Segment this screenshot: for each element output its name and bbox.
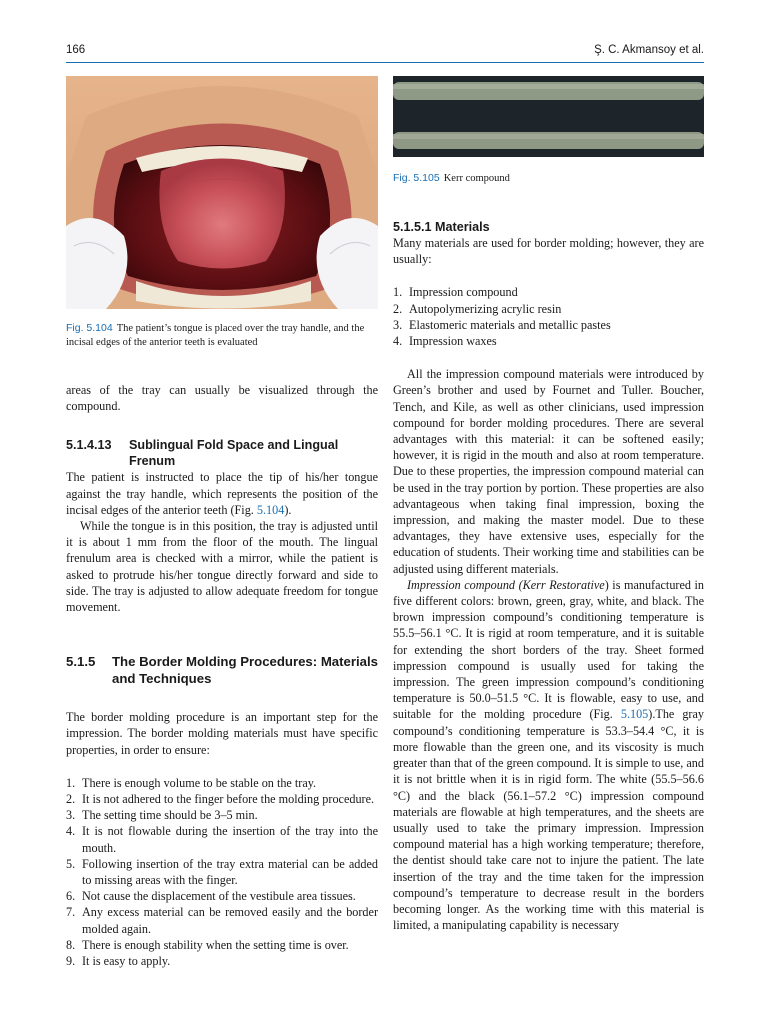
list-text: There is enough stability when the setting time is over. — [82, 937, 349, 952]
text-run: ) is manufactured in five different colors: brown, green, gray, white, and black. The brown impression compound’s conditioning temperature is 55.5–56.1 °C. It is rigid at room temperature, and it is suitable for extending the short borders of the tray. Sheet formed impression compound is usually used for taking the impression. The green impression compound’s conditioning temperature is 50.0–51.5 °C. It is flowable, easy to use, and suitable for the molding procedure (Fig. — [393, 577, 704, 722]
page-number: 166 — [66, 44, 86, 56]
list-number: 6. — [66, 889, 76, 904]
list-number: 5. — [66, 856, 76, 871]
paragraph — [66, 469, 378, 518]
text-run: The patient is instructed to place the tip of his/her tongue against the tray handle, which represents the position of the incisal edges of the anterior teeth (Fig. — [66, 470, 378, 517]
running-author: Ş. C. Akmansoy et al. — [594, 44, 704, 56]
text-run: ). — [284, 502, 292, 517]
section-number: 5.1.4.13 — [66, 438, 112, 453]
list-item — [66, 856, 378, 888]
list-number: 4. — [393, 334, 403, 349]
paragraph: areas of the tray can usually be visualized through the compound. — [66, 383, 378, 414]
figure-5-105-caption — [393, 172, 704, 186]
list-text: Autopolymerizing acrylic resin — [409, 301, 562, 316]
list-number: 9. — [66, 954, 76, 969]
list-number: 7. — [66, 905, 76, 920]
list-item — [393, 284, 704, 300]
list-text: There is enough volume to be stable on the tray. — [82, 775, 317, 790]
list-item — [66, 904, 378, 936]
list-number: 1. — [66, 775, 76, 790]
list-number: 3. — [393, 317, 403, 332]
list-item — [393, 301, 704, 317]
section-heading-5-1-4-13 — [66, 437, 378, 469]
list-text: The setting time should be 3–5 min. — [82, 808, 258, 823]
materials-list — [393, 284, 704, 349]
requirements-list — [66, 775, 378, 969]
list-text: Impression waxes — [409, 334, 497, 349]
figure-5-104-caption — [66, 322, 378, 349]
figure-5-105-photo — [393, 76, 704, 157]
figure-label: Fig. 5.105 — [393, 172, 440, 184]
list-item — [66, 775, 378, 791]
list-item — [66, 953, 378, 969]
list-text: Following insertion of the tray extra material can be added to missing areas with the finger. — [82, 856, 378, 888]
figure-caption-text: The patient’s tongue is placed over the tray handle, and the incisal edges of the anterior teeth is evaluated — [66, 323, 365, 348]
figure-label: Fig. 5.104 — [66, 322, 113, 334]
list-text: It is not adhered to the finger before the molding procedure. — [82, 792, 375, 807]
list-item — [66, 823, 378, 855]
paragraph: While the tongue is in this position, the tray is adjusted until it is about 1 mm from the floor of the mouth. The lingual frenulum area is checked with a mirror, while the patient is asked to protrude his/her tongue directly forward and side to side. The tray is adjusted to allow adequate freedom for tongue movement. — [66, 519, 378, 615]
italic-run: Impression compound (Kerr Restorative — [407, 577, 605, 592]
list-text: It is not flowable during the insertion of the tray into the mouth. — [82, 824, 378, 855]
running-header — [66, 44, 704, 62]
figure-5-104-photo — [66, 76, 378, 309]
list-number: 1. — [393, 285, 403, 300]
section-title: The Border Molding Procedures: Materials and Techniques — [112, 654, 378, 687]
paragraph: Many materials are used for border molding; however, they are usually: — [393, 236, 704, 267]
figure-link-5-104[interactable]: 5.104 — [256, 502, 285, 517]
list-text: Any excess material can be removed easily and the border molded again. — [82, 905, 378, 936]
figure-link-5-105[interactable]: 5.105 — [620, 707, 649, 722]
text-run: ).The gray compound’s conditioning temperature is 53.3–54.4 °C, it is more flowable than the green one, and its viscosity is much greater than that of the green compound. It is simple to use, and it is not brittle when it is in rigid form. The white (55.5–56.6 °C) and the black (56.1–57.2 °C) impression compound materials are flowable at high temperatures, and the sheets are usually used to take the primary impression. Impression compound material has a high working temperature; therefore, the dentist should take care not to injure the patient. The late insertion of the tray and the time taken for the impression compound’s temperature to decrease result in the borders becoming longer. As the working time with this material is limited, a manipulating capability is necessary — [393, 707, 704, 933]
list-number: 8. — [66, 937, 76, 952]
right-column-body — [393, 219, 704, 933]
left-column-body — [66, 382, 378, 969]
list-number: 4. — [66, 824, 76, 839]
list-number: 2. — [66, 792, 76, 807]
list-item — [66, 791, 378, 807]
list-item — [66, 888, 378, 904]
list-text: Impression compound — [409, 285, 518, 300]
list-number: 2. — [393, 301, 403, 316]
paragraph: The border molding procedure is an important step for the impression. The border molding materials must have specific properties, in order to ensure: — [66, 710, 378, 757]
paragraph — [393, 577, 704, 933]
section-number: 5.1.5 — [66, 654, 96, 670]
list-text: Not cause the displacement of the vestibule area tissues. — [82, 889, 356, 904]
section-title: Sublingual Fold Space and Lingual Frenum — [129, 438, 339, 469]
figure-caption-text: Kerr compound — [443, 173, 510, 184]
paragraph: All the impression compound materials were introduced by Green’s brother and used by Fournet and Tuller. Boucher, Tench, and Kile, as well as other clinicians, used impression compound for border molding procedures. There are several advantages with this material: it can be softened easily; however, it is rigid in the mouth and also at room temperature. Due to these properties, the impression compound material can be used in the tray portion by portion. These properties are also advantageous when taking final impression, boxing the impression, and making the master model. Due to these advantages, they have extensive uses, especially for the education of students. Their working time and stabilities can be adjusted using different materials. — [393, 367, 704, 576]
header-rule — [66, 62, 704, 63]
list-item — [393, 333, 704, 349]
list-number: 3. — [66, 808, 76, 823]
list-item — [393, 317, 704, 333]
list-text: Elastomeric materials and metallic pastes — [409, 317, 611, 332]
list-text: It is easy to apply. — [82, 954, 171, 969]
section-heading-5-1-5 — [66, 653, 378, 687]
list-item — [66, 937, 378, 953]
list-item — [66, 807, 378, 823]
section-heading-5-1-5-1: 5.1.5.1 Materials — [393, 220, 490, 234]
